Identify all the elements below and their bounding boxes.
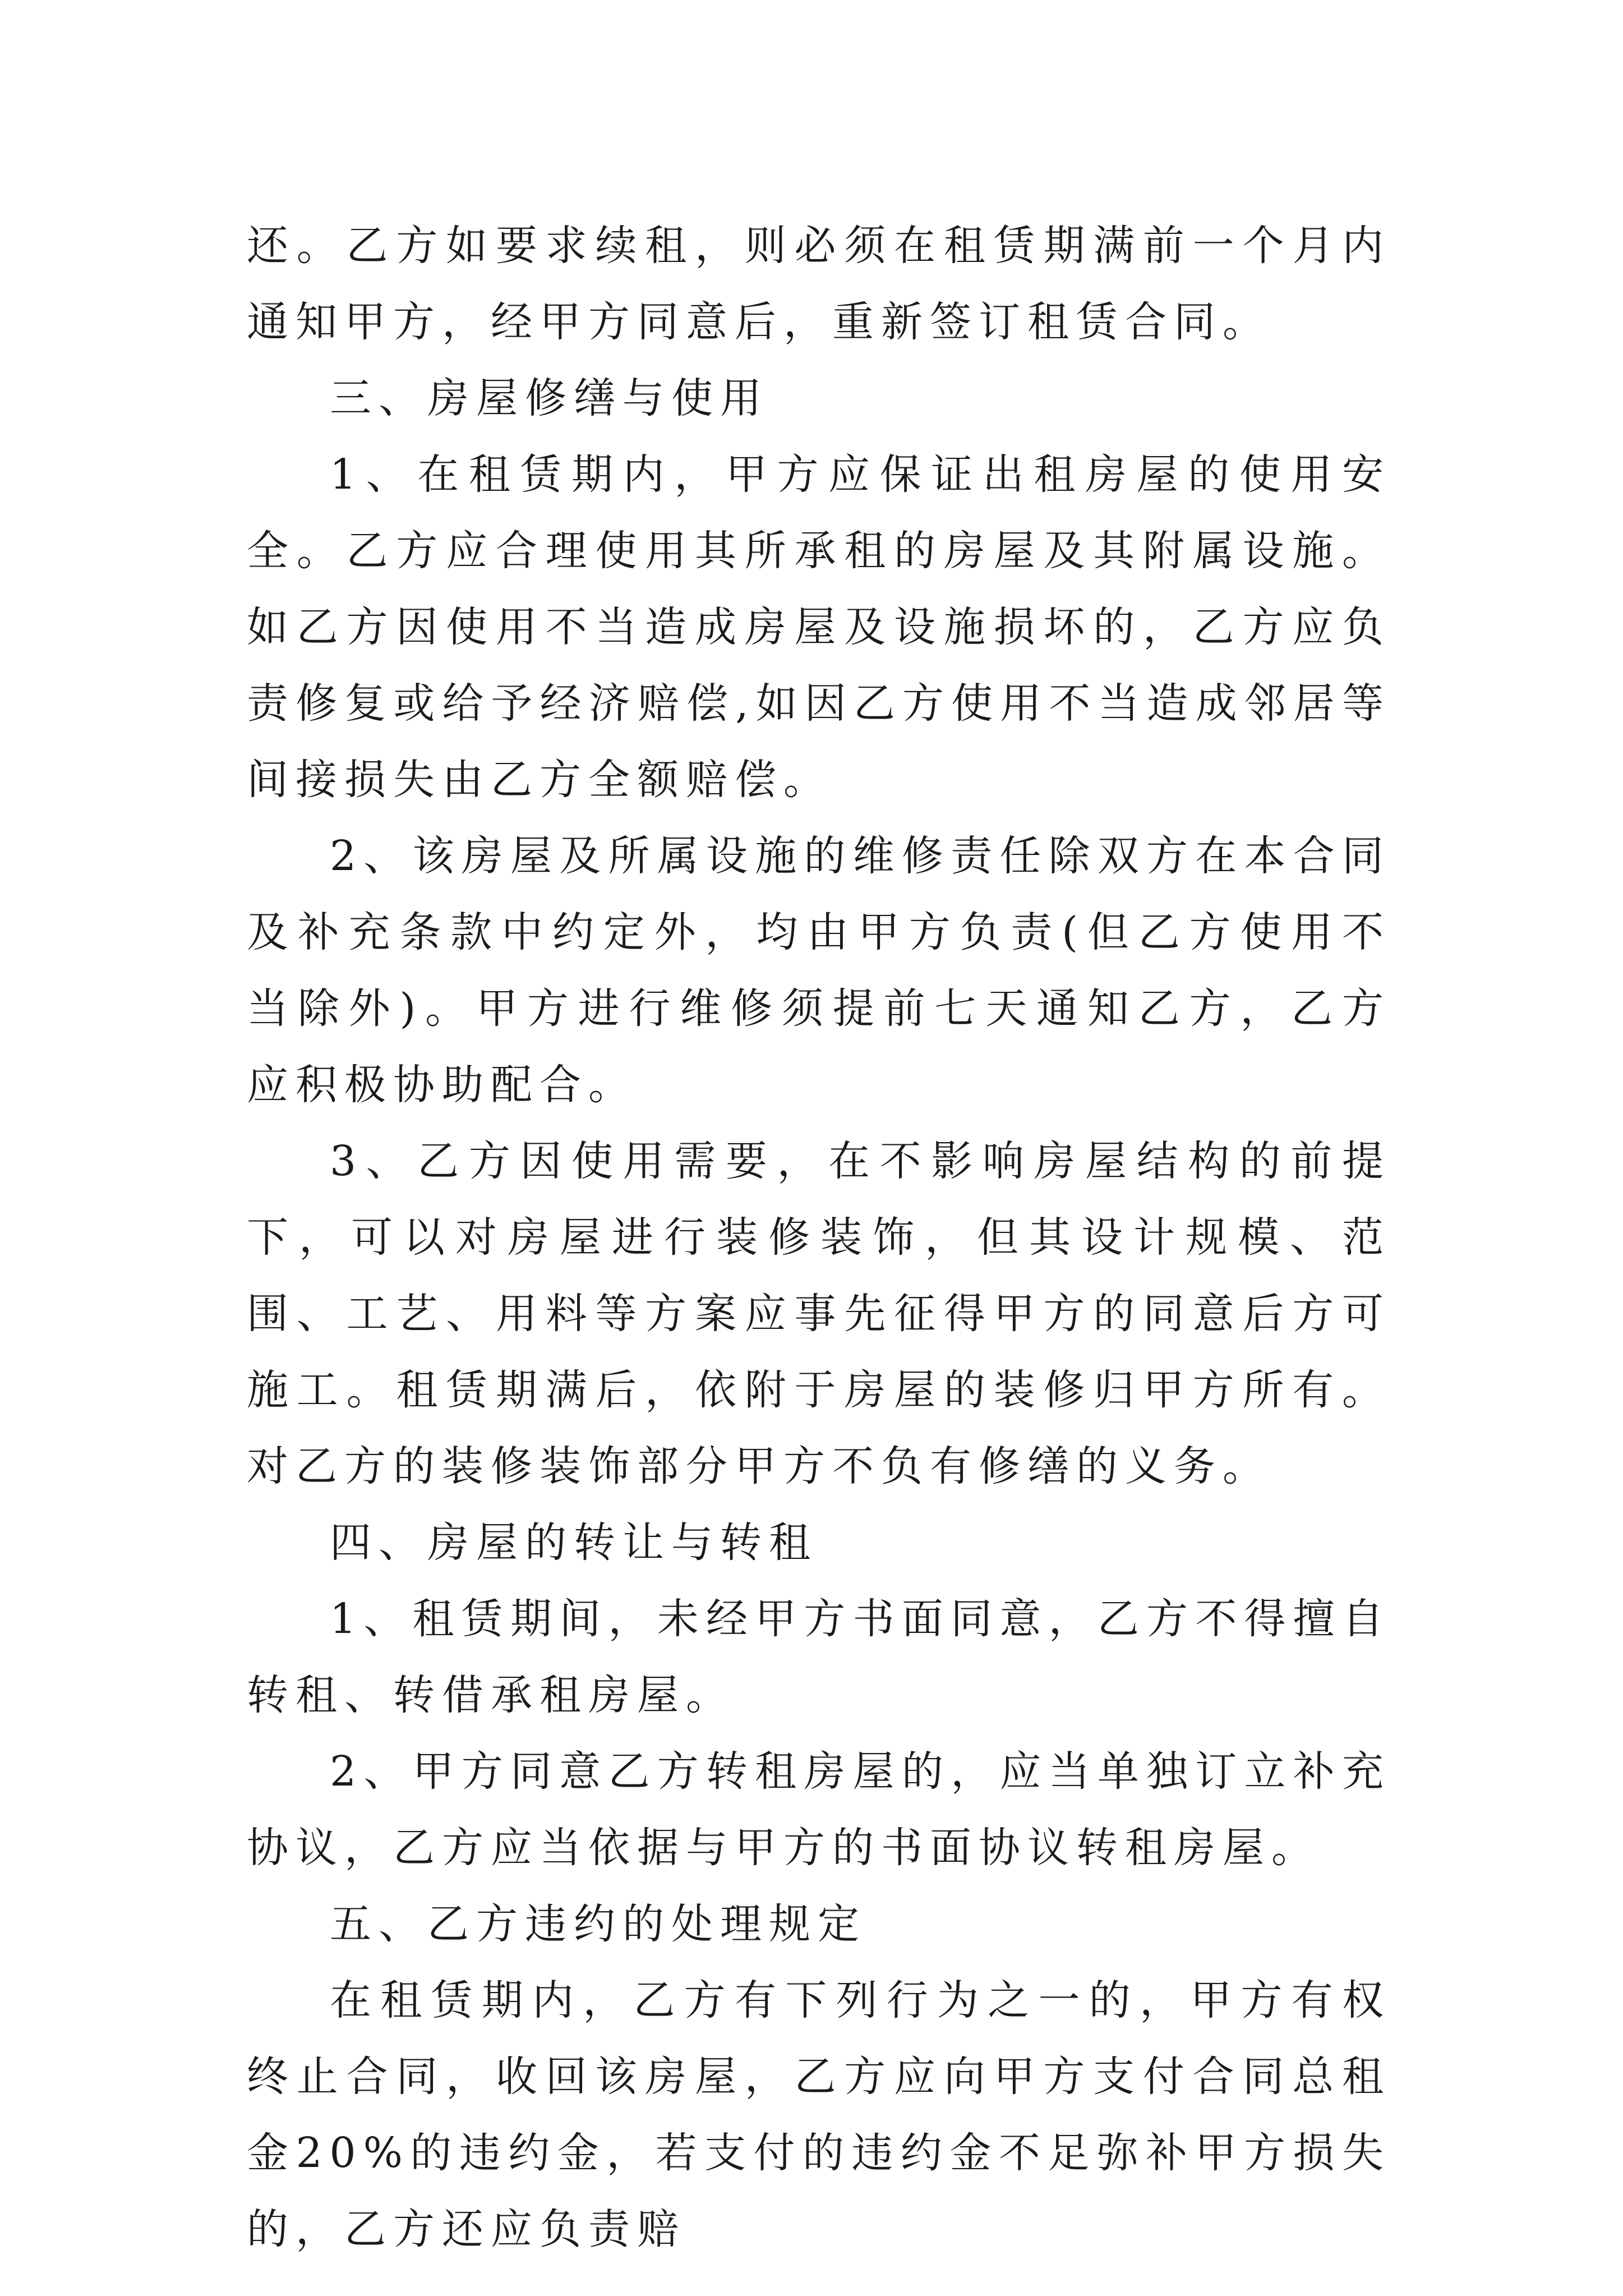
paragraph-3-1: 1、在租赁期内，甲方应保证出租房屋的使用安全。乙方应合理使用其所承租的房屋及其附属设施。如乙方因使用不当造成房屋及设施损坏的，乙方应负责修复或给予经济赔偿,如因乙方使用不当造成邻居等间接损失由乙方全额赔偿。 <box>247 450 1391 804</box>
paragraph-3-2: 2、该房屋及所属设施的维修责任除双方在本合同及补充条款中约定外，均由甲方负责(但乙方使用不当除外)。甲方进行维修须提前七天通知乙方，乙方应积极协助配合。 <box>247 832 1391 1109</box>
paragraph-renewal-continuation: 还。乙方如要求续租，则必须在租赁期满前一个月内通知甲方，经甲方同意后，重新签订租赁合同。 <box>247 222 1391 346</box>
paragraph-3-3: 3、乙方因使用需要，在不影响房屋结构的前提下，可以对房屋进行装修装饰，但其设计规模、范围、工艺、用料等方案应事先征得甲方的同意后方可施工。租赁期满后，依附于房屋的装修归甲方所有。对乙方的装修装饰部分甲方不负有修缮的义务。 <box>247 1137 1391 1490</box>
paragraph-4-2: 2、甲方同意乙方转租房屋的，应当单独订立补充协议，乙方应当依据与甲方的书面协议转租房屋。 <box>247 1747 1391 1872</box>
paragraph-4-1: 1、租赁期间，未经甲方书面同意，乙方不得擅自转租、转借承租房屋。 <box>247 1595 1391 1719</box>
section-heading-4: 四、房屋的转让与转租 <box>330 1519 818 1567</box>
section-heading-5: 五、乙方违约的处理规定 <box>330 1900 866 1948</box>
section-heading-3: 三、房屋修缮与使用 <box>330 374 769 422</box>
paragraph-5-intro: 在租赁期内，乙方有下列行为之一的，甲方有权终止合同，收回该房屋，乙方应向甲方支付合同总租金20%的违约金，若支付的违约金不足弥补甲方损失的，乙方还应负责赔 <box>247 1976 1391 2253</box>
document-page <box>247 208 1391 2267</box>
